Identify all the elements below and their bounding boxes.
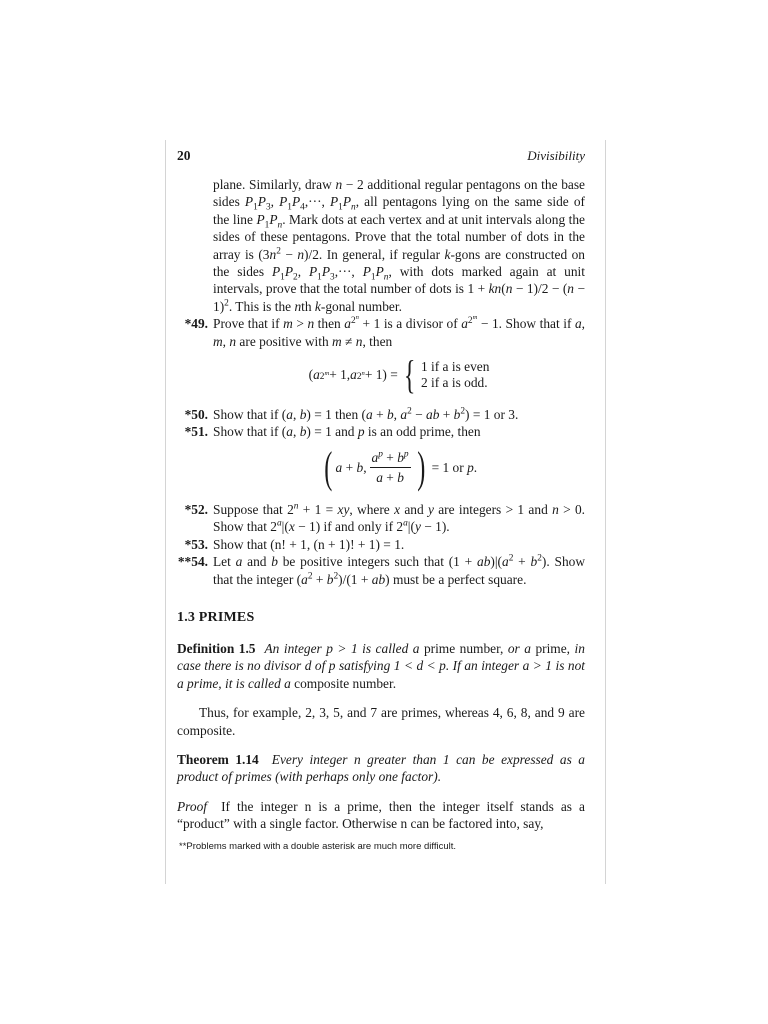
right-page-edge — [605, 140, 606, 884]
problem-48-continuation: plane. Similarly, draw n − 2 additional regular pentagons on the base sides $P_1P_3$, $P_1P_4,\cdot\cdot\cdot$, $P_1P_n$, all pentagons lying on the same side of the line $P_1P_n$. Mark dots at each vertex and at unit intervals along the sides of these pentagons. Prove that the total number of dots in the array is $(3n^2 - n)/2$. In general, if regular k-gons are constructed on the sides $P_1P_2$, $P_1P_3,\cdot\cdot\cdot$, $P_1P_n$, with dots marked again at unit intervals, prove that the total number of dots is $1 + kn(n - 1)/2 - (n - 1)^2$. This is the nth k-gonal number. — [213, 177, 585, 314]
example-paragraph: Thus, for example, 2, 3, 5, and 7 are primes, whereas 4, 6, 8, and 9 are composite. — [177, 705, 585, 738]
footnote: **Problems marked with a double asterisk are much more difficult. — [179, 840, 457, 852]
definition-1-5: Definition 1.5 An integer p > 1 is called a prime number, or a prime, in case there is no divisor d of p satisfying 1 < d < p. If an integer a > 1 is not a prime, it is called a composite number. — [177, 640, 585, 691]
problem-label: *53. — [184, 536, 208, 552]
section-heading: 1.3 PRIMES — [177, 609, 255, 625]
problem-label: *52. — [184, 501, 208, 517]
problem-label: *49. — [184, 316, 208, 332]
theorem-text: Every integer n greater than 1 can be expressed as a product of primes (with perhaps only one factor). — [177, 751, 585, 785]
problem-label: *51. — [184, 424, 208, 440]
problem-51: *51. Show that if (a, b) = 1 and p is an odd prime, then ( a + b , $\frac{a^p + b^p}{a + b}$ ) = 1 or p . — [177, 423, 585, 494]
running-title: Divisibility — [527, 148, 585, 163]
problem-49: *49. Prove that if m > n then $a^{2^n} + 1$ is a divisor of $a^{2^m} - 1$. Show that if a, m, n are positive with m ≠ n, then ( a 2$^m$ + 1, a 2$^n$ + 1) = { 1 if a is even 2 if a is odd. — [177, 315, 585, 400]
page-number: 20 — [177, 148, 191, 163]
problem-53 — [177, 536, 585, 553]
definition-label: Definition 1.5 — [177, 640, 256, 656]
proof-text: If the integer n is a prime, then the integer itself stands as a “product” with a single factor. Otherwise n can be factored into, say, — [177, 798, 585, 832]
problem-54: **54. Let a and b be positive integers such that $(1 + ab)|(a^2 + b^2)$. Show that the integer $(a^2 + b^2)/(1 + ab)$ must be a perfect square. — [177, 553, 586, 587]
proof-paragraph — [177, 798, 585, 833]
problem-label: *50. — [184, 407, 208, 423]
proof-label: Proof — [177, 798, 208, 814]
running-header — [177, 148, 585, 164]
problem-53-text: Show that (n! + 1, (n + 1)! + 1) = 1. — [213, 536, 405, 552]
page-content — [177, 148, 585, 852]
problem-52: *52. Suppose that $2^n + 1$ = xy, where x and y are integers > 1 and n > 0. Show that $2^a|(x - 1)$ if and only if $2^a|(y - 1)$. — [177, 501, 585, 536]
problem-label: **54. — [177, 554, 208, 570]
theorem-1-14 — [177, 751, 585, 786]
equation-51: ( a + b , $\frac{a^p + b^p}{a + b}$ ) = 1 or p . — [324, 442, 478, 492]
left-page-edge — [165, 140, 166, 884]
theorem-label: Theorem 1.14 — [177, 751, 259, 767]
problem-50: *50. Show that if (a, b) = 1 then (a + b, $a^2$ − ab + $b^2) = 1$ or 3. — [177, 406, 585, 423]
equation-49: ( a 2$^m$ + 1, a 2$^n$ + 1) = { 1 if a is even 2 if a is odd. — [308, 352, 490, 398]
